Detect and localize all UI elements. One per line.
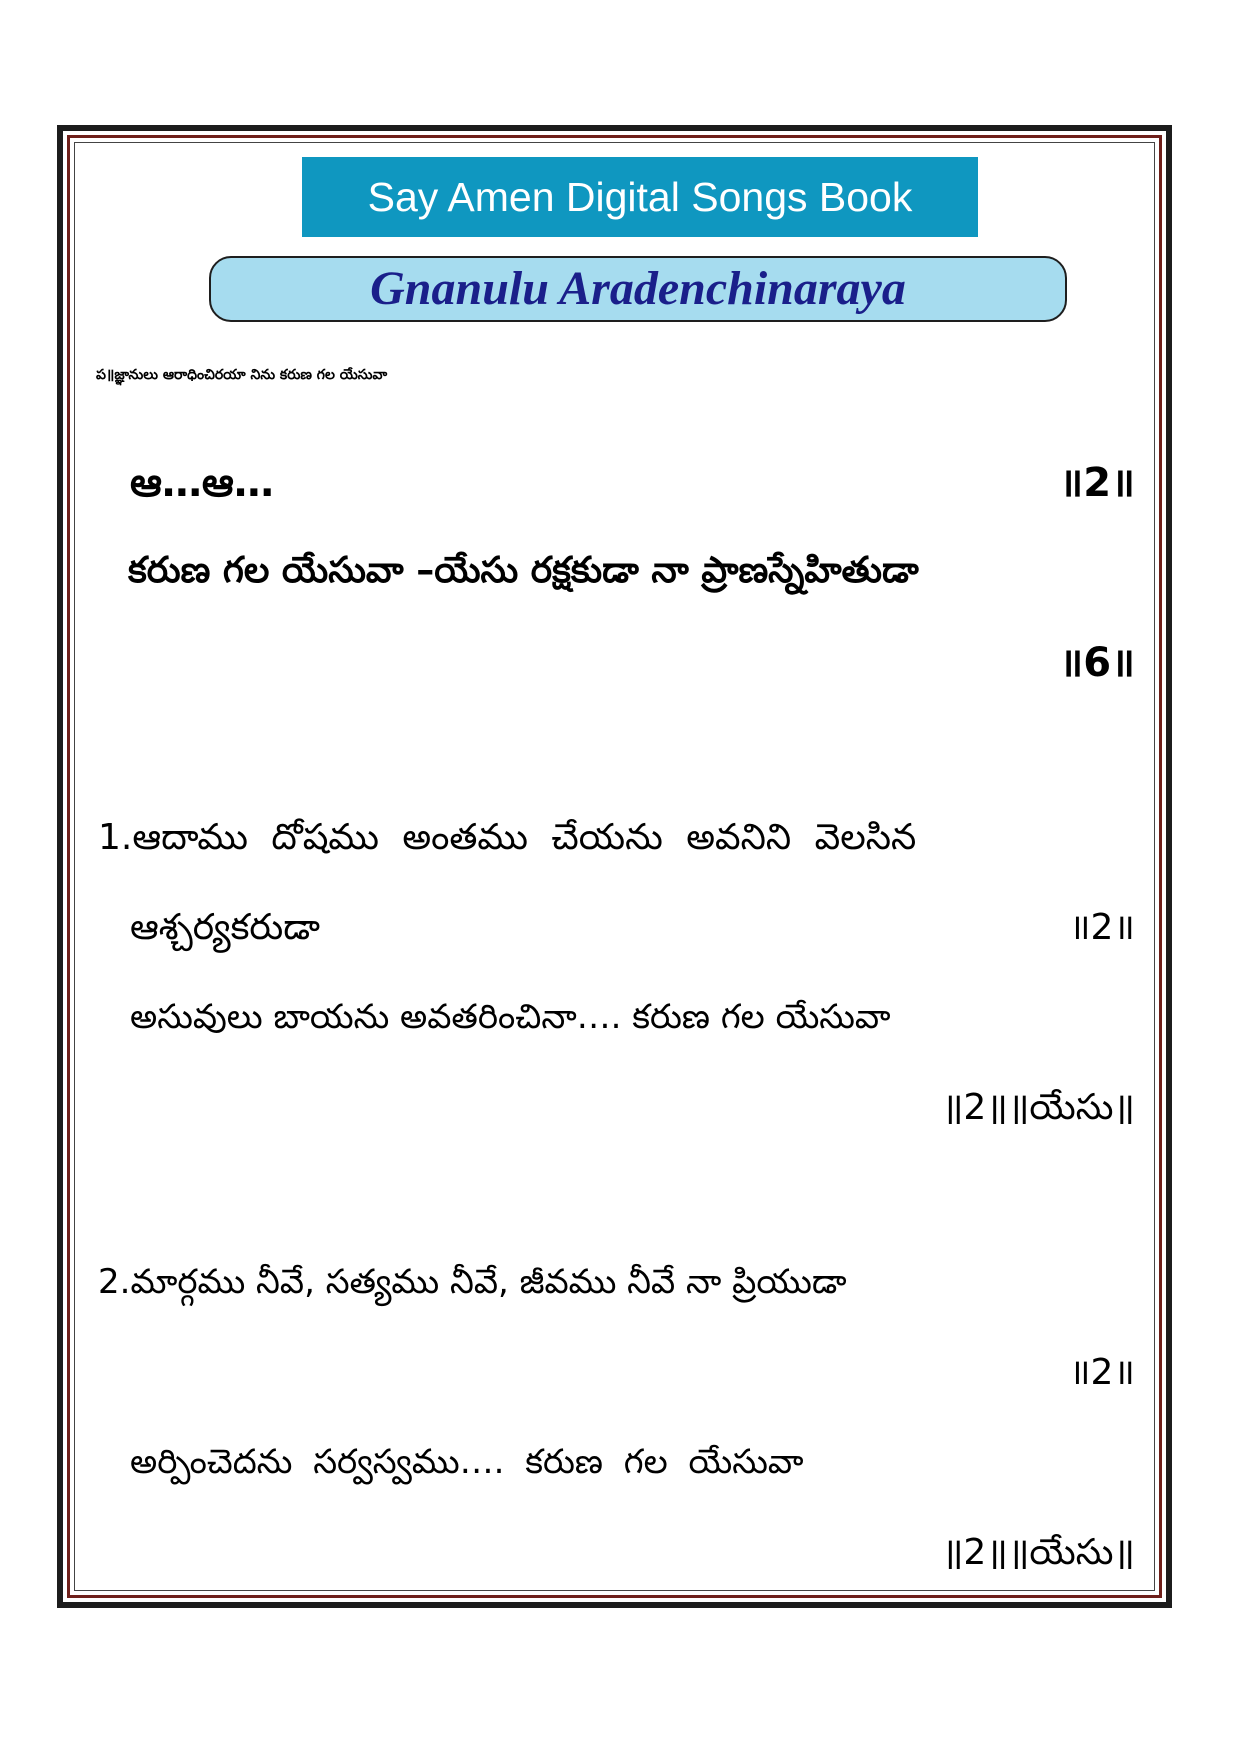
verse2-line-2-repeat: ॥2॥॥యేసు॥ <box>941 1532 1135 1573</box>
chorus-line-2: ఆ…ఆ… <box>130 460 274 506</box>
chorus-line-3-repeat: ॥6॥ <box>1059 640 1135 686</box>
verse1-line-3-repeat: ॥2॥॥యేసు॥ <box>941 1087 1135 1128</box>
verse2-line-1-repeat: ॥2॥ <box>1068 1352 1135 1393</box>
verse2-line-1: 2.మార్గము నీవే, సత్యము నీవే, జీవము నీవే నా ప్రియుడా <box>98 1262 847 1302</box>
verse1-line-1: 1.ఆదాము దోషము అంతము చేయను అవనిని వెలసిన <box>98 817 917 858</box>
verse1-line-3: అసువులు బాయను అవతరించినా…. కరుణ గల యేసువా <box>130 997 891 1037</box>
chorus-line-3: కరుణ గల యేసువా –యేసు రక్షకుడా నా ప్రాణస్నేహితుడా <box>128 550 919 591</box>
verse1-line-2-repeat: ॥2॥ <box>1068 907 1135 948</box>
book-banner: Say Amen Digital Songs Book <box>302 157 978 237</box>
song-title: Gnanulu Aradenchinaraya <box>209 256 1067 322</box>
chorus-line-2-repeat: ॥2॥ <box>1059 460 1135 506</box>
verse2-line-2: అర్పించెదను సర్వస్వము…. కరుణ గల యేసువా <box>130 1442 804 1482</box>
verse1-line-2: ఆశ్చర్యకరుడా <box>130 907 320 948</box>
chorus-line-1: ప॥జ్ఞానులు ఆరాధించిరయా నిను కరుణ గల యేసువా <box>96 367 388 383</box>
